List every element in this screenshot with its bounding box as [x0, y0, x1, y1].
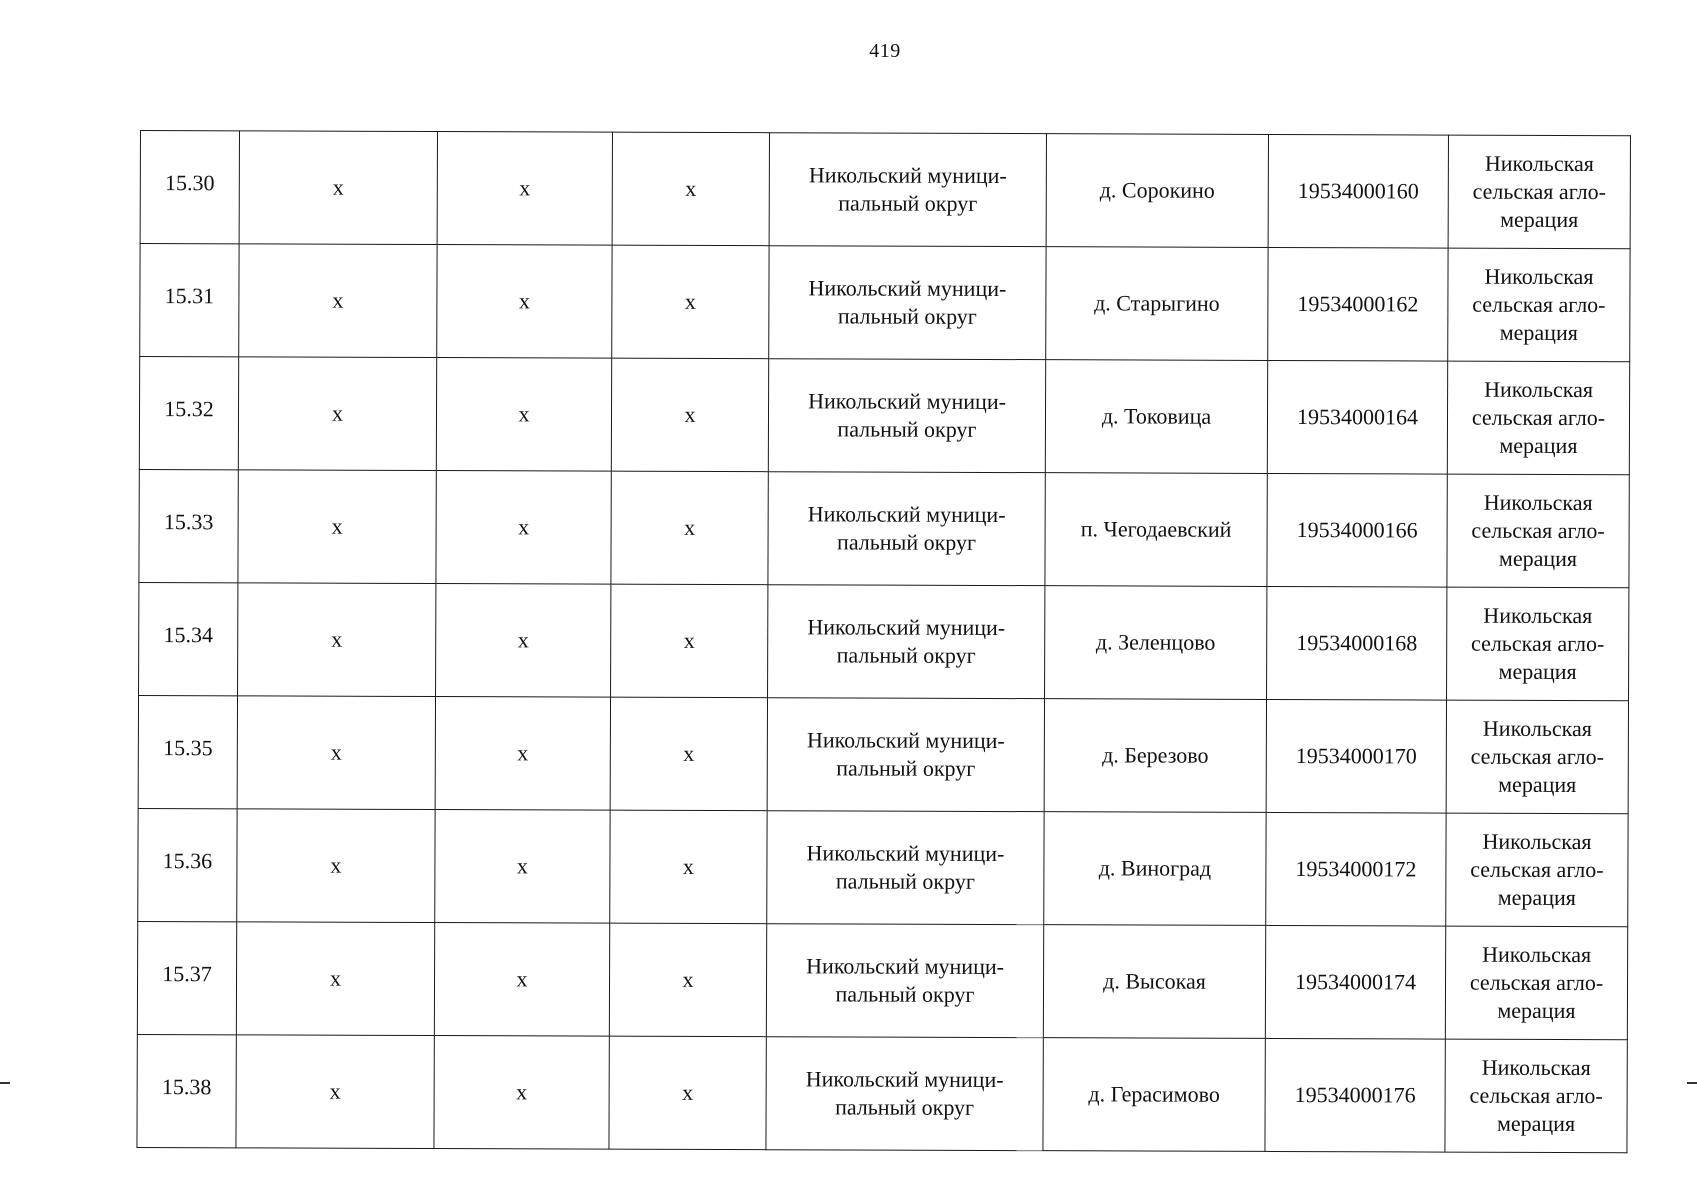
agglomeration-cell: [1447, 587, 1629, 701]
district-cell: [766, 1037, 1043, 1151]
edge-mark-right: [1687, 1082, 1697, 1084]
agglomeration-line-1: Никольская: [1484, 376, 1594, 403]
agglomeration-cell: [1447, 474, 1629, 588]
cell-col3-text: x: [518, 288, 530, 314]
district-line-2: пальный округ: [837, 529, 977, 555]
agglomeration-cell: [1445, 1039, 1627, 1153]
district-line-2: пальный округ: [835, 868, 975, 894]
code-cell: [1267, 360, 1447, 474]
code-text: 19534000168: [1296, 630, 1418, 656]
place-text: д. Высокая: [1103, 968, 1206, 994]
cell-col4: [612, 245, 769, 359]
row-number: [138, 808, 237, 921]
cell-col3: [434, 923, 609, 1037]
agglomeration-cell: [1447, 361, 1629, 475]
table-row: [140, 131, 1630, 249]
agglomeration-line-3: мерация: [1498, 771, 1577, 798]
district-line-2: пальный округ: [835, 981, 975, 1007]
cell-col3: [435, 697, 610, 811]
row-number-text: 15.35: [163, 735, 213, 761]
cell-col3-text: x: [517, 740, 529, 766]
cell-col3: [436, 584, 611, 698]
code-text: 19534000174: [1294, 969, 1417, 995]
code-text: 19534000162: [1297, 291, 1419, 317]
cell-col2: [238, 583, 436, 697]
cell-col3: [436, 471, 611, 585]
row-number: [140, 244, 239, 357]
cell-col3: [437, 245, 612, 359]
row-number-text: 15.34: [163, 622, 214, 648]
district-line-1: Никольский муници-: [808, 275, 1007, 302]
cell-col2: [239, 131, 437, 245]
row-number-text: 15.31: [164, 283, 215, 309]
code-cell: [1267, 473, 1447, 587]
agglomeration-line-2: сельская агло-: [1470, 856, 1604, 883]
row-number: [138, 695, 237, 808]
table-row: [137, 1034, 1627, 1152]
cell-col4: [611, 471, 768, 585]
place-text: д. Сорокино: [1099, 177, 1215, 203]
agglomeration-line-1: Никольская: [1483, 489, 1593, 516]
agglomeration-line-1: Никольская: [1482, 715, 1592, 742]
code-cell: [1266, 812, 1446, 926]
agglomeration-cell: [1445, 926, 1627, 1040]
cell-col3-text: x: [518, 514, 530, 540]
code-text: 19534000160: [1297, 178, 1419, 204]
agglomeration-line-2: сельская агло-: [1471, 630, 1605, 657]
cell-col4: [609, 923, 766, 1037]
agglomeration-line-1: Никольская: [1481, 1054, 1591, 1081]
cell-col2-text: x: [331, 400, 344, 426]
place-text: д. Виноград: [1098, 855, 1212, 881]
row-number-text: 15.33: [163, 509, 214, 535]
place-text: д. Старыгино: [1094, 290, 1220, 316]
place-cell: [1045, 586, 1267, 700]
agglomeration-line-2: сельская агло-: [1472, 291, 1606, 318]
row-number: [140, 131, 239, 244]
cell-col3: [436, 358, 611, 472]
page-number: 419: [869, 40, 901, 62]
code-cell: [1265, 1038, 1445, 1152]
row-number-text: 15.30: [165, 170, 215, 196]
agglomeration-line-2: сельская агло-: [1472, 178, 1606, 205]
code-cell: [1265, 925, 1445, 1039]
code-text: 19534000164: [1296, 404, 1419, 430]
agglomeration-line-1: Никольская: [1484, 263, 1594, 290]
code-text: 19534000170: [1295, 743, 1417, 769]
table-row: [138, 808, 1628, 926]
row-number-text: 15.37: [162, 961, 212, 987]
place-cell: [1043, 1038, 1265, 1152]
cell-col2-text: x: [332, 174, 344, 200]
code-text: 19534000166: [1296, 517, 1418, 543]
code-cell: [1267, 586, 1447, 700]
cell-col4-text: x: [684, 288, 696, 314]
document-sheet: [136, 130, 1630, 1153]
place-text: д. Зеленцово: [1095, 629, 1216, 655]
agglomeration-cell: [1446, 700, 1628, 814]
agglomeration-line-1: Никольская: [1484, 150, 1594, 177]
edge-mark-left: [0, 1082, 10, 1084]
district-cell: [768, 359, 1045, 473]
district-line-2: пальный округ: [836, 755, 976, 781]
agglomeration-line-2: сельская агло-: [1471, 517, 1605, 544]
cell-col4: [612, 132, 769, 246]
agglomeration-line-1: Никольская: [1482, 828, 1592, 855]
cell-col3: [434, 1036, 609, 1150]
cell-col4-text: x: [682, 853, 694, 879]
cell-col2: [237, 696, 435, 810]
agglomeration-line-2: сельская агло-: [1469, 1082, 1603, 1109]
cell-col2-text: x: [329, 1078, 341, 1104]
cell-col3-text: x: [519, 175, 531, 201]
table-row: [138, 695, 1628, 813]
row-number: [139, 582, 238, 695]
cell-col2-text: x: [331, 513, 343, 539]
district-line-2: пальный округ: [838, 190, 978, 216]
cell-col2: [238, 357, 436, 471]
cell-col2: [239, 244, 437, 358]
cell-col4-text: x: [682, 966, 694, 992]
district-cell: [769, 246, 1046, 360]
agglomeration-cell: [1448, 248, 1630, 362]
place-cell: [1045, 360, 1267, 474]
agglomeration-cell: [1448, 135, 1630, 249]
cell-col2: [236, 922, 434, 1036]
agglomeration-line-2: сельская агло-: [1471, 404, 1606, 431]
table-row: [139, 357, 1629, 475]
row-number: [137, 921, 236, 1034]
cell-col2-text: x: [331, 626, 343, 652]
cell-col3: [437, 132, 612, 246]
row-number: [139, 469, 238, 582]
district-line-2: пальный округ: [837, 416, 977, 442]
district-line-1: Никольский муници-: [808, 162, 1007, 189]
district-line-2: пальный округ: [837, 303, 977, 329]
cell-col4: [610, 697, 767, 811]
cell-col2: [236, 1035, 434, 1149]
cell-col4-text: x: [682, 1079, 694, 1105]
district-cell: [767, 811, 1044, 925]
cell-col4-text: x: [685, 175, 697, 201]
cell-col2: [238, 470, 436, 584]
cell-col3-text: x: [516, 853, 528, 879]
place-cell: [1046, 247, 1268, 361]
district-cell: [768, 585, 1045, 699]
place-cell: [1044, 699, 1266, 813]
row-number-text: 15.36: [162, 848, 213, 874]
cell-col4: [611, 358, 768, 472]
code-text: 19534000172: [1295, 856, 1417, 882]
cell-col3-text: x: [516, 1079, 528, 1105]
place-cell: [1043, 925, 1265, 1039]
cell-col3-text: x: [517, 627, 529, 653]
row-number-text: 15.38: [161, 1074, 212, 1100]
code-cell: [1266, 699, 1446, 813]
table-row: [139, 582, 1629, 700]
cell-col4-text: x: [683, 740, 695, 766]
district-cell: [766, 924, 1043, 1038]
agglomeration-line-3: мерация: [1497, 997, 1576, 1024]
cell-col3-text: x: [518, 401, 530, 427]
district-line-1: Никольский муници-: [806, 840, 1005, 867]
agglomeration-line-1: Никольская: [1482, 941, 1592, 968]
agglomeration-line-2: сельская агло-: [1469, 969, 1604, 996]
agglomeration-line-3: мерация: [1496, 1110, 1576, 1137]
table-row: [139, 469, 1629, 587]
district-line-1: Никольский муници-: [806, 953, 1005, 980]
cell-col4: [611, 584, 768, 698]
district-cell: [769, 133, 1046, 247]
cell-col3: [435, 810, 610, 924]
code-cell: [1268, 247, 1448, 361]
agglomeration-line-1: Никольская: [1483, 602, 1593, 629]
settlements-table: [136, 130, 1631, 1153]
cell-col4-text: x: [683, 627, 695, 653]
district-line-1: Никольский муници-: [807, 614, 1006, 641]
code-cell: [1268, 134, 1448, 248]
cell-col4-text: x: [684, 401, 696, 427]
place-text: д. Токовица: [1101, 403, 1212, 429]
district-cell: [768, 472, 1045, 586]
table-row: [140, 244, 1630, 362]
agglomeration-line-3: мерация: [1499, 432, 1578, 459]
row-number-text: 15.32: [164, 396, 214, 422]
place-cell: [1044, 812, 1266, 926]
place-cell: [1045, 473, 1267, 587]
agglomeration-line-2: сельская агло-: [1470, 743, 1605, 770]
place-cell: [1046, 134, 1268, 248]
cell-col4: [610, 810, 767, 924]
place-text: д. Герасимово: [1088, 1081, 1220, 1107]
district-line-1: Никольский муници-: [808, 388, 1006, 415]
code-text: 19534000176: [1294, 1082, 1416, 1108]
table-row: [137, 921, 1627, 1039]
cell-col2-text: x: [329, 965, 342, 991]
cell-col2-text: x: [330, 739, 342, 765]
place-text: д. Березово: [1102, 742, 1209, 768]
table-body: [137, 131, 1631, 1153]
district-line-2: пальный округ: [835, 1094, 975, 1120]
agglomeration-line-3: мерация: [1500, 206, 1579, 233]
agglomeration-cell: [1446, 813, 1628, 927]
place-text: п. Чегодаевский: [1080, 516, 1232, 542]
cell-col3-text: x: [516, 966, 528, 992]
agglomeration-line-3: мерация: [1497, 884, 1576, 911]
district-cell: [767, 698, 1044, 812]
district-line-1: Никольский муници-: [807, 501, 1006, 528]
agglomeration-line-3: мерация: [1498, 658, 1577, 685]
district-line-2: пальный округ: [836, 642, 976, 668]
cell-col4: [609, 1036, 766, 1150]
district-line-1: Никольский муници-: [805, 1066, 1004, 1093]
cell-col2-text: x: [330, 852, 342, 878]
cell-col2: [237, 809, 435, 923]
district-line-1: Никольский муници-: [806, 727, 1005, 754]
agglomeration-line-3: мерация: [1499, 319, 1578, 346]
agglomeration-line-3: мерация: [1498, 545, 1578, 572]
cell-col4-text: x: [684, 514, 696, 540]
row-number: [139, 357, 238, 470]
row-number: [137, 1034, 236, 1147]
cell-col2-text: x: [332, 287, 344, 313]
